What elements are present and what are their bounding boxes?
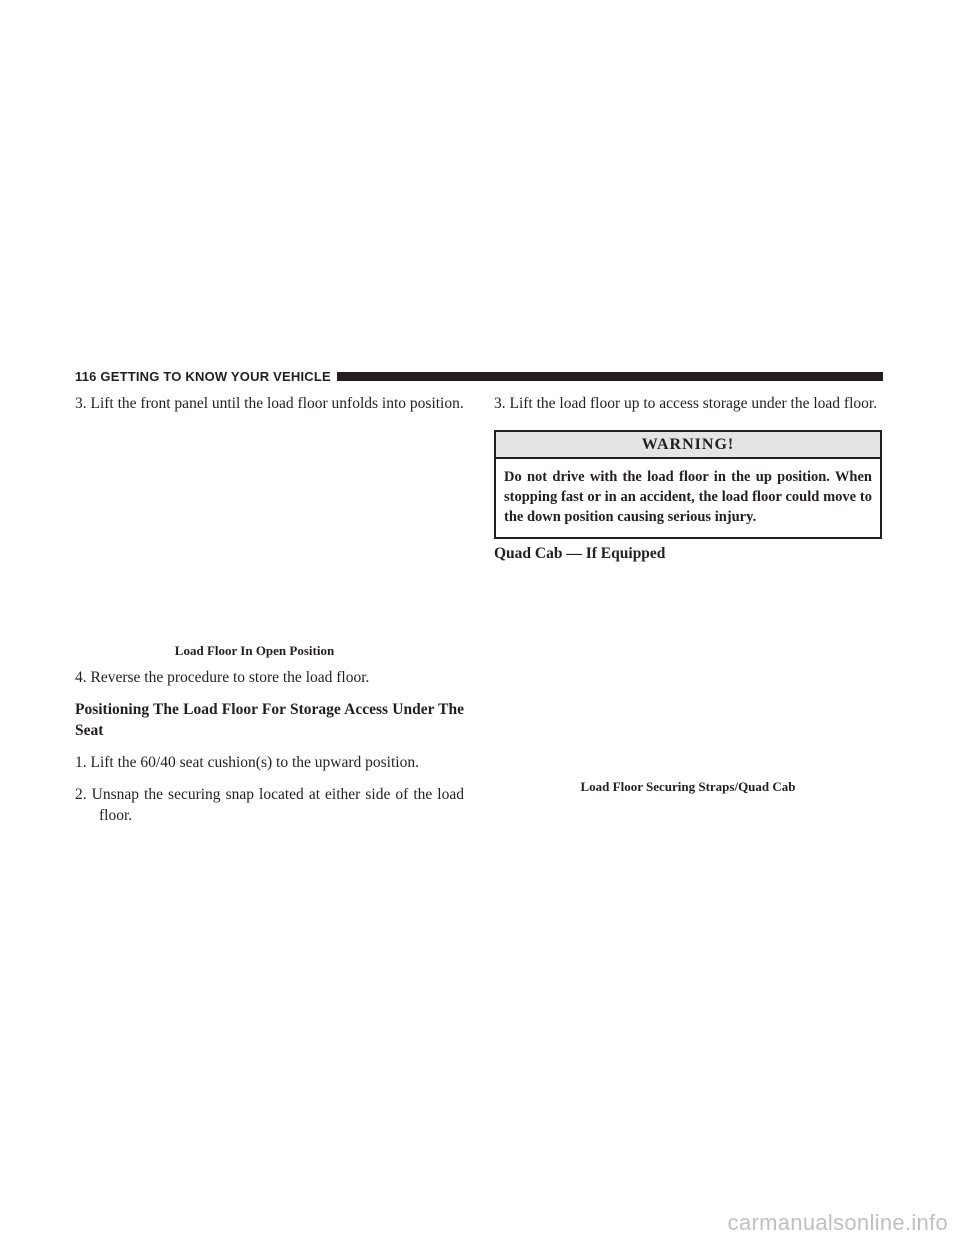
figure-load-floor-open [75, 414, 464, 643]
right-column [494, 393, 882, 795]
step-4: 4. Reverse the procedure to store the load floor. [75, 669, 370, 686]
step-1: 1. Lift the 60/40 seat cushion(s) to the upward position. [75, 754, 419, 771]
step-2: 2. Unsnap the securing snap located at either side of the load floor. [75, 786, 464, 824]
figure-caption-quad-cab-straps: Load Floor Securing Straps/Quad Cab [580, 779, 796, 794]
warning-text: Do not drive with the load floor in the up position. When stopping fast or in an accident, the load floor could move to the down position causing serious injury. [504, 469, 872, 525]
warning-box [494, 430, 882, 539]
figure-caption-load-floor-open: Load Floor In Open Position [174, 643, 335, 658]
step-3-right: 3. Lift the load floor up to access storage under the load floor. [494, 395, 878, 412]
section-heading-quad-cab: Quad Cab — If Equipped [494, 545, 666, 562]
step-3-left: 3. Lift the front panel until the load floor unfolds into position. [75, 395, 464, 412]
page-header [75, 369, 883, 385]
figure-quad-cab-straps [494, 564, 882, 779]
header-rule [337, 372, 883, 381]
site-watermark: carmanualsonline.info [727, 1210, 948, 1235]
page-number-title: 116 GETTING TO KNOW YOUR VEHICLE [75, 369, 331, 384]
section-heading-storage-access: Positioning The Load Floor For Storage Access Under The Seat [75, 701, 464, 739]
warning-title: WARNING! [496, 432, 880, 459]
left-column [75, 393, 464, 826]
